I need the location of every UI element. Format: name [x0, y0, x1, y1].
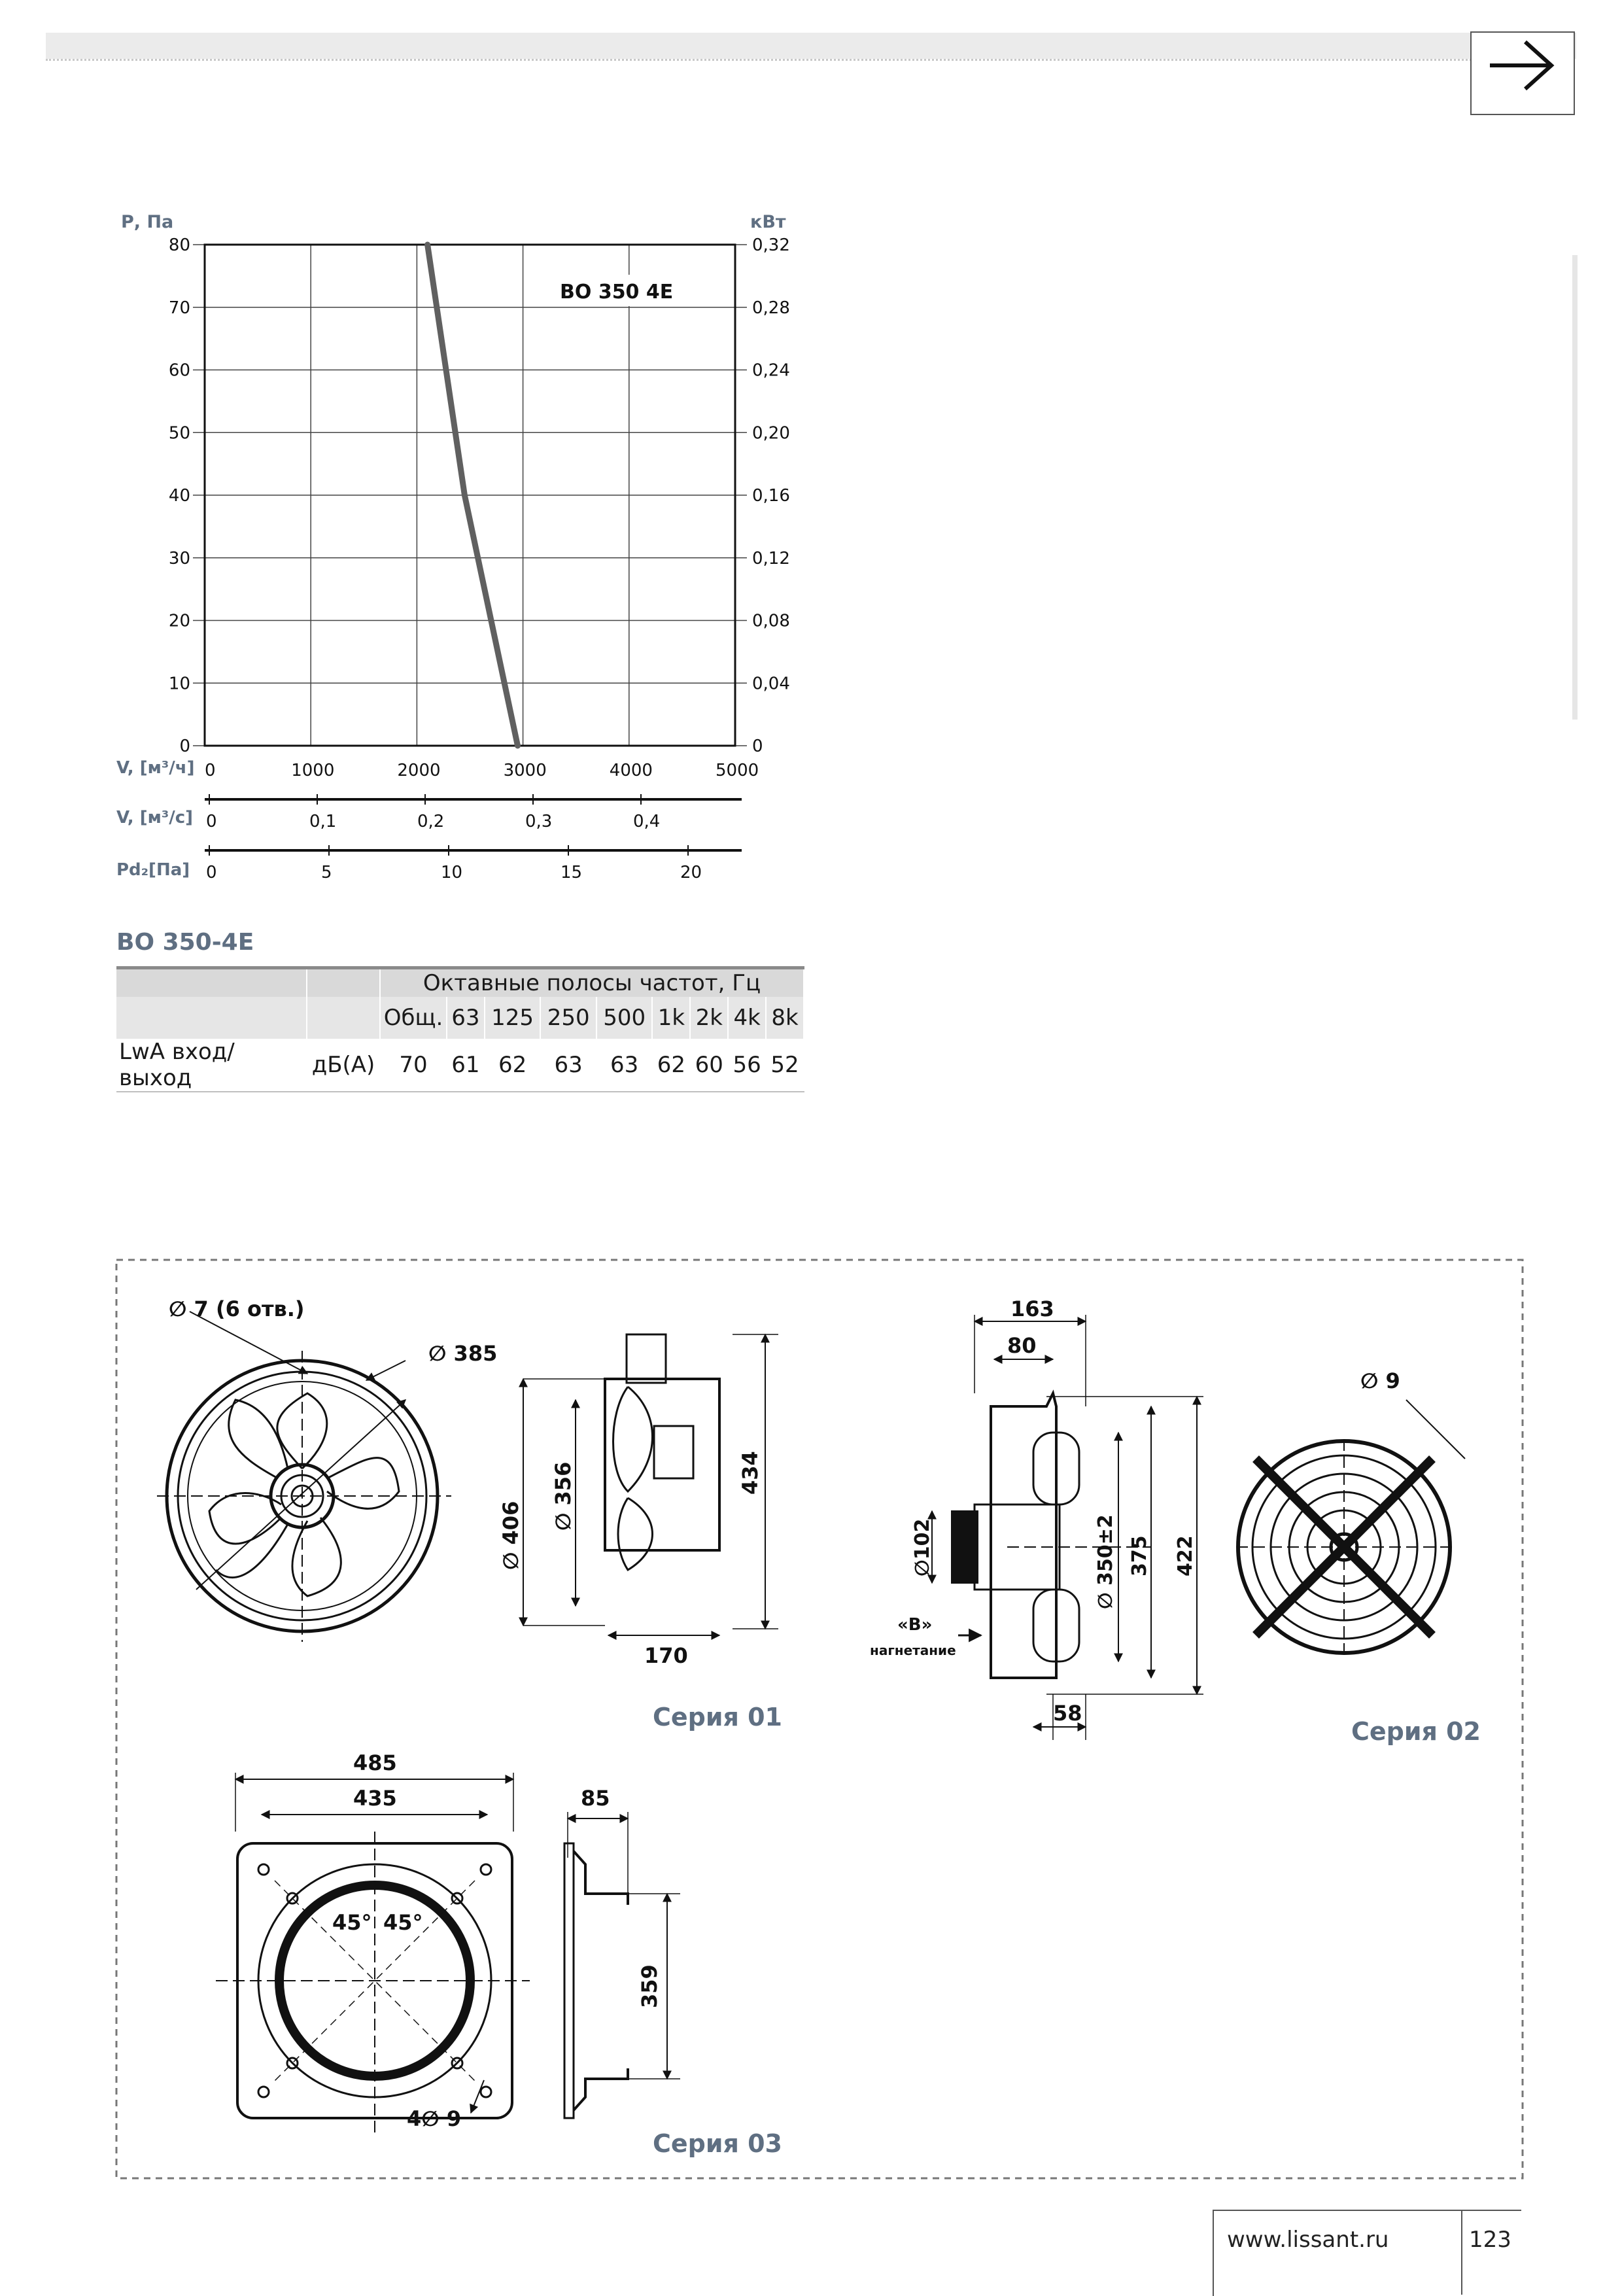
series02-w163-label: 163 [1010, 1296, 1054, 1321]
series01-holes-label: ∅ 7 (6 отв.) [169, 1296, 305, 1321]
y-tick-label: 0 [179, 737, 190, 756]
y-right-tick-label: 0,32 [752, 235, 790, 255]
series02-d9-label: ∅ 9 [1360, 1368, 1400, 1393]
table-cell: 62 [485, 1039, 541, 1092]
table-cell: 56 [728, 1039, 766, 1092]
y-right-tick-label: 0,12 [752, 548, 790, 568]
y-right-ticks [752, 235, 790, 756]
table-cell-empty [116, 968, 307, 998]
table-group-row [116, 968, 804, 998]
y-tick-label: 10 [168, 674, 190, 694]
series03-front-view [216, 1773, 530, 2132]
row-unit: дБ(А) [307, 1039, 380, 1092]
secondary-tick-label: 0,3 [525, 812, 553, 831]
table-cell: 60 [690, 1039, 728, 1092]
series03-side-view [564, 1812, 680, 2118]
y-right-axis-label: кВт [750, 212, 786, 232]
y-tick-label: 30 [168, 548, 190, 568]
table-cell: 70 [380, 1039, 447, 1092]
secondary-tick-label: 0,2 [417, 812, 445, 831]
table-cell: 63 [596, 1039, 653, 1092]
secondary-tick-label: 0 [206, 812, 217, 831]
x-tick-label: 5000 [716, 761, 759, 780]
series01-d356-label: ∅ 356 [551, 1461, 576, 1531]
x-tick-label: 2000 [397, 761, 441, 780]
series02-h422-label: 422 [1174, 1535, 1197, 1576]
technical-drawings [0, 1243, 1622, 2198]
secondary-tick-label: 5 [321, 863, 332, 882]
series02-h375-label: 375 [1128, 1535, 1151, 1576]
footer-box [1213, 2210, 1521, 2296]
series01-caption: Серия 01 [653, 1703, 782, 1731]
secondary-axis-flow [116, 794, 742, 831]
table-col-header: 125 [485, 997, 541, 1039]
table-title: ВО 350-4Е [116, 929, 254, 956]
chart-title: ВО 350 4Е [560, 281, 674, 304]
x-tick-label: 3000 [503, 761, 547, 780]
x-tick-label: 1000 [291, 761, 335, 780]
table-cell: 52 [766, 1039, 804, 1092]
series02-front-view [1236, 1400, 1465, 1655]
arrow-right-icon [1472, 33, 1574, 114]
x-tick-label: 0 [205, 761, 216, 780]
series02-w80-label: 80 [1007, 1333, 1037, 1358]
performance-chart [0, 0, 850, 916]
series02-caption: Серия 02 [1351, 1717, 1481, 1746]
table-cell-empty [307, 997, 380, 1039]
series03-w485-label: 485 [353, 1750, 397, 1775]
series03-holes-label: 4∅ 9 [407, 2106, 462, 2131]
footer-separator [1461, 2210, 1462, 2295]
series02-b-label: «В» [897, 1615, 933, 1635]
secondary-tick-label: 20 [680, 863, 702, 882]
row-label: LwA вход/выход [116, 1039, 307, 1092]
table-col-header: 4k [728, 997, 766, 1039]
series01-h434-label: 434 [738, 1451, 763, 1495]
secondary-tick-label: 0 [206, 863, 217, 882]
side-rule [1572, 255, 1578, 720]
y-tick-label: 70 [168, 298, 190, 318]
series01-front-view [157, 1312, 451, 1642]
y-right-tick-label: 0,28 [752, 298, 790, 318]
y-tick-label: 60 [168, 360, 190, 381]
series03-w435-label: 435 [353, 1786, 397, 1811]
y-tick-label: 80 [168, 235, 190, 255]
x-axis-label: V, [м³/ч] [116, 758, 195, 778]
y-ticks [169, 235, 190, 756]
table-col-header: 1k [652, 997, 690, 1039]
table-col-header: Общ. [380, 997, 447, 1039]
table-col-header: 8k [766, 997, 804, 1039]
next-page-button[interactable] [1470, 31, 1575, 115]
table-cell: 63 [540, 1039, 596, 1092]
series01-d385-label: ∅ 385 [428, 1341, 498, 1366]
series01-w170-label: 170 [644, 1643, 688, 1668]
y-right-tick-label: 0,24 [752, 360, 790, 381]
secondary-tick-label: 15 [561, 863, 583, 882]
chart-grid [193, 245, 747, 746]
y-axis-label: Р, Па [121, 212, 174, 232]
series02-d102-label: ∅102 [911, 1518, 934, 1576]
table-group-header: Октавные полосы частот, Гц [380, 968, 804, 998]
y-tick-label: 50 [168, 423, 190, 444]
series03-caption: Серия 03 [653, 2129, 782, 2158]
drawings-frame [116, 1260, 1523, 2178]
y-tick-label: 40 [168, 486, 190, 506]
table-header-row [116, 997, 804, 1039]
table-col-header: 250 [540, 997, 596, 1039]
table-cell-empty [116, 997, 307, 1039]
y-right-tick-label: 0,20 [752, 423, 790, 444]
y-tick-label: 20 [168, 611, 190, 631]
page-number: 123 [1469, 2227, 1511, 2253]
table-col-header: 500 [596, 997, 653, 1039]
y-right-tick-label: 0 [752, 737, 763, 756]
y-right-tick-label: 0,16 [752, 486, 790, 506]
table-col-header: 63 [447, 997, 485, 1039]
secondary-axis-pressure [116, 845, 742, 882]
series02-w58-label: 58 [1053, 1701, 1082, 1726]
secondary-axis-flow-label: V, [м³/с] [116, 808, 194, 827]
octave-table [116, 966, 804, 1092]
y-right-tick-label: 0,08 [752, 611, 790, 631]
series03-angle-right: 45° [383, 1910, 423, 1935]
table-row [116, 1039, 804, 1092]
secondary-tick-label: 0,1 [309, 812, 337, 831]
table-cell-empty [307, 968, 380, 998]
series02-b-sublabel: нагнетание [870, 1643, 956, 1658]
secondary-axis-pressure-label: Pd₂[Па] [116, 860, 190, 880]
table-col-header: 2k [690, 997, 728, 1039]
y-right-tick-label: 0,04 [752, 674, 790, 694]
x-tick-label: 4000 [609, 761, 653, 780]
series02-d350-label: ∅ 350±2 [1094, 1514, 1117, 1609]
series03-h359-label: 359 [637, 1964, 662, 2008]
table-cell: 62 [652, 1039, 690, 1092]
secondary-tick-label: 10 [441, 863, 463, 882]
secondary-tick-label: 0,4 [633, 812, 661, 831]
x-ticks [205, 761, 759, 780]
series01-d406-label: ∅ 406 [498, 1501, 523, 1570]
series02-side-view [932, 1315, 1203, 1740]
series03-w85-label: 85 [581, 1786, 610, 1811]
series03-angle-left: 45° [332, 1910, 372, 1935]
footer-url[interactable]: www.lissant.ru [1227, 2227, 1389, 2253]
table-cell: 61 [447, 1039, 485, 1092]
